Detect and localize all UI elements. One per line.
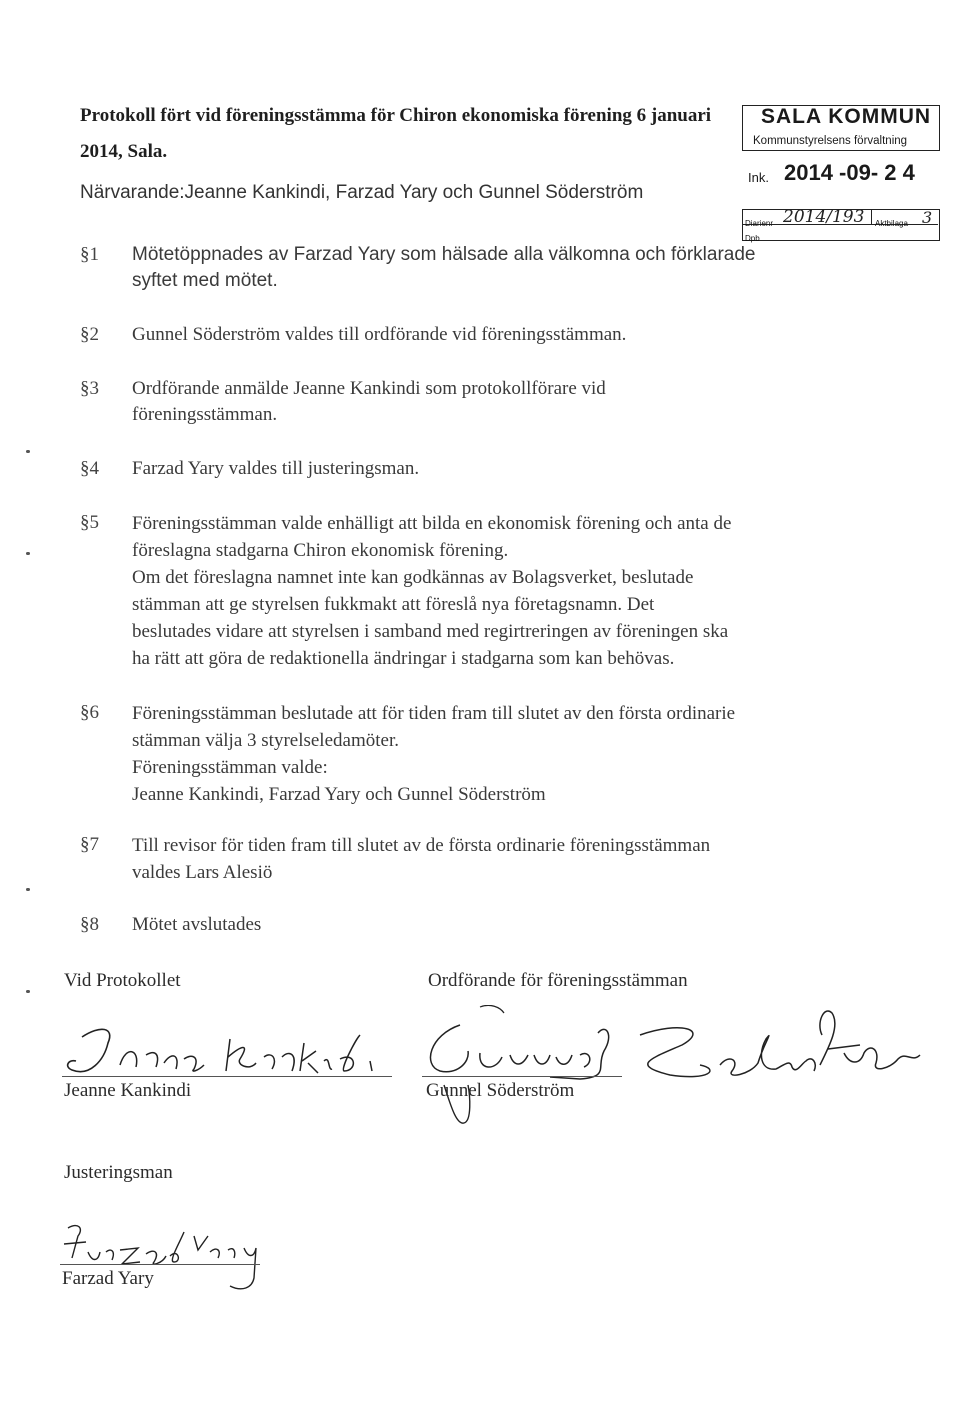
stamp-diarienr-label: Diarienr (745, 219, 774, 228)
secretary-heading: Vid Protokollet (64, 970, 181, 991)
secretary-signature-line (62, 1076, 392, 1077)
section-text (132, 376, 902, 428)
stamp-municipality: SALA KOMMUN (761, 105, 932, 128)
chair-name: Gunnel Söderström (426, 1080, 575, 1101)
section-line: beslutades vidare att styrelsen i samband med regirtreringen av föreningen ska (132, 621, 729, 642)
section-number: §5 (80, 512, 99, 533)
adjuster-name: Farzad Yary (62, 1268, 154, 1289)
section-text (132, 832, 902, 886)
section-text (132, 912, 902, 938)
stamp-dpb-label: Dpb (745, 234, 760, 243)
section-line: syftet med mötet. (132, 270, 278, 291)
section-line: ha rätt att göra de redaktionella ändringar i stadgarna som kan behövas. (132, 648, 675, 669)
stamp-date: 2014 -09- 2 4 (784, 160, 915, 185)
received-stamp (742, 105, 938, 253)
stamp-aktbilaga-label: Aktbilaga (875, 219, 908, 228)
chair-heading: Ordförande för föreningsstämman (428, 970, 688, 991)
stamp-registry-box (742, 209, 940, 241)
scan-speck (26, 888, 30, 891)
stamp-diarienr-value: 2014/193 (783, 207, 865, 227)
section-line: stämman att ge styrelsen fukkmakt att föreslå nya företagsnamn. Det (132, 594, 655, 615)
section-line: Mötet avslutades (132, 914, 262, 935)
section-line: Gunnel Söderström valdes till ordförande vid föreningsstämman. (132, 324, 627, 345)
section-number: §6 (80, 702, 99, 723)
section-line: föreningsstämman. (132, 404, 278, 425)
section-text (132, 700, 902, 808)
stamp-ink-label: Ink. (748, 170, 769, 185)
section-line: Föreningsstämman valde enhälligt att bilda en ekonomisk förening och anta de (132, 513, 732, 534)
chair-signature (420, 1005, 940, 1135)
stamp-aktbilaga-cell (872, 208, 938, 228)
stamp-aktbilaga-value: 3 (922, 208, 933, 227)
scan-speck (26, 450, 30, 453)
section-line: Ordförande anmälde Jeanne Kankindi som protokollförare vid (132, 378, 606, 399)
section-line: Föreningsstämman beslutade att för tiden fram till slutet av den första ordinarie (132, 703, 736, 724)
stamp-office: Kommunstyrelsens förvaltning (753, 135, 908, 147)
section-number: §2 (80, 324, 99, 345)
section-line: Till revisor för tiden fram till slutet av de första ordinarie föreningsstämman (132, 835, 711, 856)
section-line: föreslagna stadgarna Chiron ekonomisk förening. (132, 540, 509, 561)
adjuster-heading: Justeringsman (64, 1162, 173, 1183)
section-line: valdes Lars Alesiö (132, 862, 273, 883)
section-line: Föreningsstämman valde: (132, 757, 328, 778)
chair-signature-line (422, 1076, 622, 1077)
section-text (132, 510, 902, 672)
document-title: Protokoll fört vid föreningsstämma för Chiron ekonomiska förening 6 januari 2014, Sala. (80, 105, 712, 162)
section-text (132, 322, 902, 348)
scan-speck (26, 552, 30, 555)
section-line: Om det föreslagna namnet inte kan godkännas av Bolagsverket, beslutade (132, 567, 694, 588)
section-number: §4 (80, 458, 99, 479)
adjuster-signature-line (60, 1264, 260, 1265)
attendees: Närvarande:Jeanne Kankindi, Farzad Yary och Gunnel Söderström (80, 182, 644, 203)
section-number: §1 (80, 244, 99, 265)
section-number: §3 (80, 378, 99, 399)
section-line: Mötetöppnades av Farzad Yary som hälsade alla välkomna och förklarade (132, 244, 756, 265)
secretary-name: Jeanne Kankindi (64, 1080, 192, 1101)
section-line: stämman välja 3 styrelseledamöter. (132, 730, 399, 751)
section-number: §7 (80, 834, 99, 855)
section-line: Farzad Yary valdes till justeringsman. (132, 458, 420, 479)
section-text (132, 242, 902, 294)
section-line: Jeanne Kankindi, Farzad Yary och Gunnel Söderström (132, 784, 546, 805)
section-text (132, 456, 902, 482)
section-number: §8 (80, 914, 99, 935)
stamp-header-box (742, 105, 940, 151)
scan-speck (26, 990, 30, 993)
stamp-diarienr-cell (743, 207, 872, 228)
